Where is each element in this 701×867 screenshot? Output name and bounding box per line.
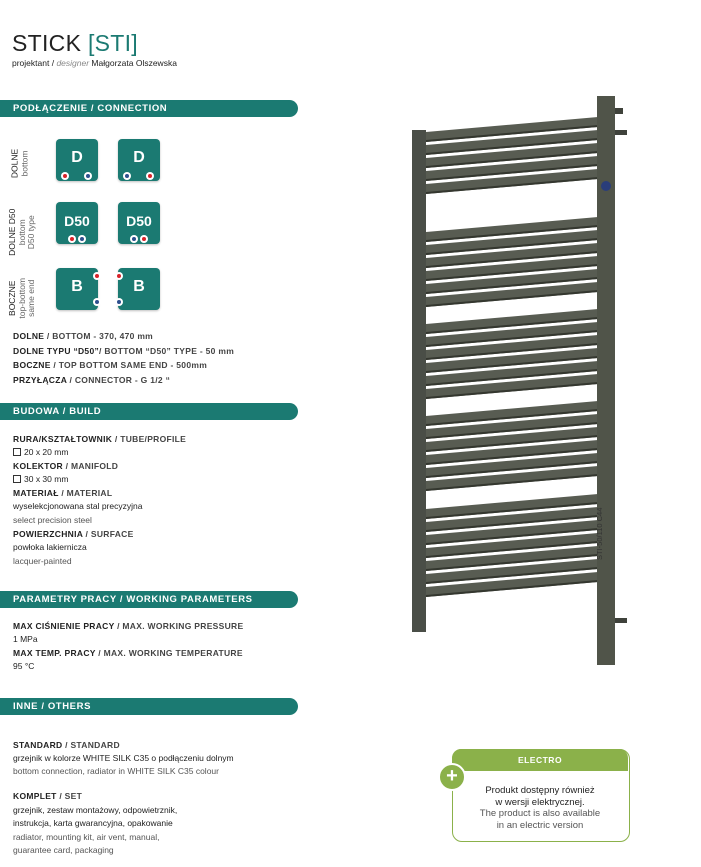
return-dot-icon	[93, 298, 101, 306]
spec-connector: PRZYŁĄCZA / CONNECTOR - G 1/2 “	[13, 375, 171, 385]
bracket-top-icon	[615, 130, 627, 135]
connection-label-d50: DOLNE D50 bottom D50 type	[6, 208, 36, 256]
return-dot-icon	[130, 235, 138, 243]
return-dot-icon	[84, 172, 92, 180]
build-surface-value-pl: powłoka lakiernicza	[13, 542, 87, 552]
others-set-value-en2: guarantee card, packaging	[13, 845, 114, 855]
build-material-label: MATERIAŁ / MATERIAL	[13, 488, 113, 498]
connection-label-side: BOCZNE top-bottom same end	[6, 277, 36, 319]
build-tube-value: 20 x 20 mm	[13, 446, 68, 459]
return-dot-icon	[115, 298, 123, 306]
square-profile-icon	[13, 475, 21, 483]
others-set-label: KOMPLET / SET	[13, 791, 83, 801]
section-others: INNE / OTHERS	[0, 698, 298, 715]
supply-dot-icon	[140, 235, 148, 243]
return-dot-icon	[123, 172, 131, 180]
plus-icon: +	[438, 763, 466, 791]
tile-d50-right: D50	[118, 202, 160, 244]
supply-dot-icon	[115, 272, 123, 280]
param-pressure-label: MAX CIŚNIENIE PRACY / MAX. WORKING PRESSURE	[13, 621, 244, 631]
connection-label-bottom: DOLNE bottom	[9, 148, 29, 179]
others-set-value-pl2: instrukcja, karta gwarancyjna, opakowanie	[13, 818, 173, 828]
spec-side: BOCZNE / TOP BOTTOM SAME END - 500mm	[13, 360, 208, 370]
build-surface-label: POWIERZCHNIA / SURFACE	[13, 529, 134, 539]
others-standard-label: STANDARD / STANDARD	[13, 740, 120, 750]
spec-bottom: DOLNE / BOTTOM - 370, 470 mm	[13, 331, 154, 341]
build-manifold-label: KOLEKTOR / MANIFOLD	[13, 461, 119, 471]
tile-bottom-right: D	[118, 139, 160, 181]
supply-dot-icon	[146, 172, 154, 180]
others-set-value-en1: radiator, mounting kit, air vent, manual,	[13, 832, 160, 842]
electro-text-pl: Produkt dostępny również w wersji elektrycznej.	[485, 785, 595, 808]
electro-text-en: The product is also available in an electric version	[479, 808, 601, 831]
build-manifold-value: 30 x 30 mm	[13, 473, 68, 486]
model-code: STI-50/110 C44	[595, 507, 604, 560]
others-set-value-pl1: grzejnik, zestaw montażowy, odpowietrznik,	[13, 805, 178, 815]
product-name: STICK	[12, 30, 82, 56]
tile-d50-left: D50	[56, 202, 98, 244]
square-profile-icon	[13, 448, 21, 456]
product-code: [STI]	[87, 30, 138, 56]
bracket-bottom-icon	[615, 618, 627, 623]
supply-dot-icon	[61, 172, 69, 180]
others-standard-value-en: bottom connection, radiator in WHITE SILK C35 colour	[13, 766, 219, 776]
supply-dot-icon	[93, 272, 101, 280]
tile-side-left: B	[56, 268, 98, 310]
param-temp-label: MAX TEMP. PRACY / MAX. WORKING TEMPERATURE	[13, 648, 243, 658]
build-material-value-en: select precision steel	[13, 515, 92, 525]
param-temp-value: 95 °C	[13, 661, 35, 671]
param-pressure-value: 1 MPa	[13, 634, 38, 644]
tile-side-right: B	[118, 268, 160, 310]
page-title	[12, 30, 138, 57]
return-dot-icon	[78, 235, 86, 243]
supply-dot-icon	[68, 235, 76, 243]
build-material-value-pl: wyselekcjonowana stal precyzyjna	[13, 501, 143, 511]
build-surface-value-en: lacquer-painted	[13, 556, 72, 566]
electro-title: ELECTRO	[452, 749, 628, 771]
build-tube-label: RURA/KSZTAŁTOWNIK / TUBE/PROFILE	[13, 434, 187, 444]
section-build: BUDOWA / BUILD	[0, 403, 298, 420]
tile-bottom-left: D	[56, 139, 98, 181]
air-vent-icon	[615, 108, 623, 114]
spec-d50: DOLNE TYPU “D50”/ BOTTOM “D50” TYPE - 50 mm	[13, 346, 235, 356]
designer-line: projektant / designer Małgorzata Olszewska	[12, 58, 177, 68]
others-standard-value-pl: grzejnik w kolorze WHITE SILK C35 o podłączeniu dolnym	[13, 753, 234, 763]
section-connection: PODŁĄCZENIE / CONNECTION	[0, 100, 298, 117]
designer-name: Małgorzata Olszewska	[91, 58, 177, 68]
radiator-left-manifold	[412, 130, 426, 632]
section-params: PARAMETRY PRACY / WORKING PARAMETERS	[0, 591, 298, 608]
brand-badge-icon	[601, 181, 611, 191]
